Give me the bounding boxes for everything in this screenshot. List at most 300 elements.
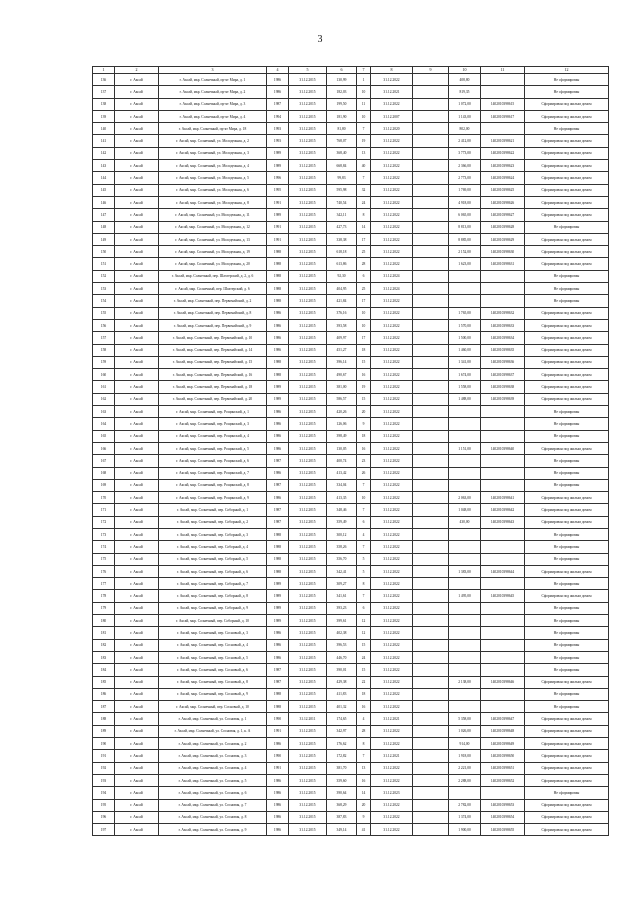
locality-cell: г. Аксай [115, 221, 159, 233]
table-row [93, 811, 609, 823]
date-cell: 31.12.2015 [289, 676, 327, 688]
land-area-cell [449, 651, 481, 663]
area-cell: 199,50 [327, 98, 357, 110]
count-cell: 13 [357, 147, 371, 159]
land-status-cell: Не сформирован [525, 578, 609, 590]
land-status-cell: Не сформирован [525, 123, 609, 135]
date-cell: 31.12.2015 [289, 160, 327, 172]
row-number-cell: 167 [93, 455, 115, 467]
area-cell: 92,30 [327, 270, 357, 282]
address-cell: г. Аксай, мкр. Солнечный, ул. Сосновая, д. 5 [159, 774, 267, 786]
table-row [93, 701, 609, 713]
row-number-cell: 176 [93, 565, 115, 577]
cadastral-number-cell: 1402010398640 [481, 442, 525, 454]
count-cell: 17 [357, 295, 371, 307]
header-cell: 4 [267, 67, 289, 74]
year-built-cell: 1988 [267, 270, 289, 282]
date-cell: 31.12.2015 [289, 147, 327, 159]
row-number-cell: 141 [93, 135, 115, 147]
cadastral-number-cell [481, 295, 525, 307]
area-cell: 176,62 [327, 738, 357, 750]
deadline-cell: 31.12.2020 [371, 123, 413, 135]
col-9-cell [413, 688, 449, 700]
land-area-cell [449, 639, 481, 651]
row-number-cell: 190 [93, 738, 115, 750]
cadastral-number-cell [481, 479, 525, 491]
land-status-cell: Сформирован под жилым домом [525, 799, 609, 811]
date-cell: 31.12.2015 [289, 750, 327, 762]
locality-cell: г. Аксай [115, 639, 159, 651]
deadline-cell: 31.12.2021 [371, 750, 413, 762]
housing-register-table [92, 66, 609, 836]
land-status-cell: Не сформирован [525, 639, 609, 651]
year-built-cell: 1986 [267, 799, 289, 811]
land-status-cell: Сформирован под жилым домом [525, 172, 609, 184]
col-9-cell [413, 221, 449, 233]
area-cell: 451,27 [327, 344, 357, 356]
table-row [93, 209, 609, 221]
locality-cell: г. Аксай [115, 307, 159, 319]
year-built-cell: 1986 [267, 627, 289, 639]
date-cell: 31.12.2015 [289, 233, 327, 245]
row-number-cell: 174 [93, 541, 115, 553]
land-status-cell: Не сформирован [525, 430, 609, 442]
table-row [93, 541, 609, 553]
table-row [93, 381, 609, 393]
land-status-cell: Не сформирован [525, 479, 609, 491]
cadastral-number-cell [481, 627, 525, 639]
locality-cell: г. Аксай [115, 774, 159, 786]
area-cell: 401,32 [327, 701, 357, 713]
cadastral-number-cell: 1402010398642 [481, 504, 525, 516]
land-status-cell: Сформирован под жилым домом [525, 246, 609, 258]
area-cell: 393,58 [327, 319, 357, 331]
deadline-cell: 31.12.2022 [371, 615, 413, 627]
land-area-cell: 1 048,00 [449, 504, 481, 516]
cadastral-number-cell: 1402010398631 [481, 258, 525, 270]
year-built-cell: 1986 [267, 774, 289, 786]
address-cell: г. Аксай, мкр. Солнечный, пер. Сосновый, д. 5 [159, 651, 267, 663]
date-cell: 31.12.2015 [289, 369, 327, 381]
deadline-cell: 31.12.2022 [371, 98, 413, 110]
land-status-cell: Сформирован под жилым домом [525, 135, 609, 147]
locality-cell: г. Аксай [115, 664, 159, 676]
table-row [93, 74, 609, 86]
land-area-cell: 408,80 [449, 74, 481, 86]
area-cell: 348,46 [327, 504, 357, 516]
table-row [93, 86, 609, 98]
deadline-cell: 31.12.2022 [371, 565, 413, 577]
deadline-cell: 31.12.2022 [371, 492, 413, 504]
year-built-cell: 1986 [267, 787, 289, 799]
address-cell: г. Аксай, мкр. Солнечный, пер. Первомайский, д. 14 [159, 344, 267, 356]
area-cell: 420,26 [327, 406, 357, 418]
col-9-cell [413, 172, 449, 184]
locality-cell: г. Аксай [115, 799, 159, 811]
row-number-cell: 179 [93, 602, 115, 614]
land-status-cell: Не сформирован [525, 86, 609, 98]
address-cell: г. Аксай, мкр. Солнечный, пер. Первомайский, д. 9 [159, 319, 267, 331]
land-status-cell: Не сформирован [525, 541, 609, 553]
header-cell: 1 [93, 67, 115, 74]
land-status-cell: Сформирован под жилым домом [525, 147, 609, 159]
row-number-cell: 192 [93, 762, 115, 774]
count-cell: 25 [357, 246, 371, 258]
address-cell: г. Аксай, мкр. Солнечный, пер. Соборный, д. 5 [159, 553, 267, 565]
cadastral-number-cell [481, 602, 525, 614]
area-cell: 413,35 [327, 492, 357, 504]
year-built-cell: 1991 [267, 762, 289, 774]
cadastral-number-cell [481, 406, 525, 418]
date-cell: 31.12.2015 [289, 615, 327, 627]
count-cell: 32 [357, 184, 371, 196]
row-number-cell: 160 [93, 369, 115, 381]
locality-cell: г. Аксай [115, 750, 159, 762]
land-status-cell: Сформирован под жилым домом [525, 209, 609, 221]
area-cell: 427,73 [327, 221, 357, 233]
year-built-cell: 1986 [267, 651, 289, 663]
col-9-cell [413, 602, 449, 614]
year-built-cell: 1988 [267, 688, 289, 700]
cadastral-number-cell: 1402010398648 [481, 725, 525, 737]
land-area-cell: 1 460,00 [449, 344, 481, 356]
col-9-cell [413, 160, 449, 172]
header-cell: 8 [371, 67, 413, 74]
locality-cell: г. Аксай [115, 147, 159, 159]
address-cell: г. Аксай, мкр. Солнечный, пер. Соборный, д. 7 [159, 578, 267, 590]
col-9-cell [413, 430, 449, 442]
date-cell: 31.12.2015 [289, 110, 327, 122]
area-cell: 376,16 [327, 307, 357, 319]
land-status-cell: Сформирован под жилым домом [525, 442, 609, 454]
land-area-cell: 1 143,00 [449, 110, 481, 122]
table-row [93, 725, 609, 737]
area-cell: 595,98 [327, 184, 357, 196]
land-status-cell: Сформирован под жилым домом [525, 369, 609, 381]
year-built-cell: 1990 [267, 713, 289, 725]
row-number-cell: 194 [93, 787, 115, 799]
locality-cell: г. Аксай [115, 725, 159, 737]
col-9-cell [413, 418, 449, 430]
row-number-cell: 185 [93, 676, 115, 688]
date-cell: 31.12.2015 [289, 565, 327, 577]
count-cell: 10 [357, 307, 371, 319]
area-cell: 393,23 [327, 602, 357, 614]
year-built-cell: 1986 [267, 319, 289, 331]
count-cell: 23 [357, 455, 371, 467]
area-cell: 768,07 [327, 135, 357, 147]
date-cell: 31.12.2015 [289, 787, 327, 799]
locality-cell: г. Аксай [115, 713, 159, 725]
locality-cell: г. Аксай [115, 762, 159, 774]
row-number-cell: 154 [93, 295, 115, 307]
count-cell: 16 [357, 701, 371, 713]
date-cell: 31.12.2015 [289, 258, 327, 270]
deadline-cell: 31.12.2022 [371, 799, 413, 811]
date-cell: 31.12.2015 [289, 504, 327, 516]
date-cell: 31.12.2015 [289, 639, 327, 651]
cadastral-number-cell [481, 270, 525, 282]
area-cell: 586,57 [327, 393, 357, 405]
row-number-cell: 146 [93, 196, 115, 208]
year-built-cell: 1988 [267, 528, 289, 540]
date-cell: 31.12.2015 [289, 319, 327, 331]
cadastral-number-cell [481, 664, 525, 676]
col-9-cell [413, 762, 449, 774]
land-area-cell [449, 688, 481, 700]
locality-cell: г. Аксай [115, 787, 159, 799]
cadastral-number-cell: 1402010398652 [481, 774, 525, 786]
locality-cell: г. Аксай [115, 553, 159, 565]
col-9-cell [413, 479, 449, 491]
cadastral-number-cell [481, 688, 525, 700]
date-cell: 31.12.2015 [289, 135, 327, 147]
address-cell: г. Аксай, мкр. Солнечный, пер. Соборный, д. 4 [159, 541, 267, 553]
locality-cell: г. Аксай [115, 688, 159, 700]
count-cell: 19 [357, 135, 371, 147]
row-number-cell: 191 [93, 750, 115, 762]
land-status-cell: Не сформирован [525, 528, 609, 540]
col-9-cell [413, 283, 449, 295]
address-cell: г. Аксай, мкр. Солнечный, ул. Сосновая, д. 1, к. А [159, 725, 267, 737]
date-cell: 31.12.2015 [289, 209, 327, 221]
count-cell: 22 [357, 676, 371, 688]
table-row [93, 184, 609, 196]
address-cell: г. Аксай, мкр. Солнечный, пер. Соборный, д. 3 [159, 528, 267, 540]
address-cell: г. Аксай, мкр. Солнечный, пер. Соборный, д. 6 [159, 565, 267, 577]
area-cell: 342,11 [327, 209, 357, 221]
address-cell: г. Аксай, мкр. Солнечный, ул. Сосновая, д. 8 [159, 811, 267, 823]
land-status-cell: Сформирован под жилым домом [525, 713, 609, 725]
col-9-cell [413, 381, 449, 393]
row-number-cell: 155 [93, 307, 115, 319]
year-built-cell: 1987 [267, 455, 289, 467]
table-row [93, 418, 609, 430]
col-9-cell [413, 774, 449, 786]
deadline-cell: 31.12.2023 [371, 787, 413, 799]
row-number-cell: 138 [93, 98, 115, 110]
row-number-cell: 136 [93, 74, 115, 86]
cadastral-number-cell [481, 418, 525, 430]
area-cell: 381,70 [327, 762, 357, 774]
year-built-cell: 1987 [267, 504, 289, 516]
count-cell: 7 [357, 590, 371, 602]
cadastral-number-cell: 1402010398645 [481, 590, 525, 602]
header-cell: 5 [289, 67, 327, 74]
header-cell: 11 [481, 67, 525, 74]
deadline-cell: 31.12.2022 [371, 233, 413, 245]
table-row [93, 270, 609, 282]
col-9-cell [413, 811, 449, 823]
col-9-cell [413, 184, 449, 196]
year-built-cell: 1989 [267, 147, 289, 159]
cadastral-number-cell: 1402010398644 [481, 565, 525, 577]
cadastral-number-cell: 1402010398639 [481, 393, 525, 405]
area-cell: 359,60 [327, 774, 357, 786]
cadastral-number-cell: 1402010398643 [481, 516, 525, 528]
cadastral-number-cell: 1402010398622 [481, 147, 525, 159]
table-row [93, 406, 609, 418]
table-row [93, 738, 609, 750]
locality-cell: г. Аксай [115, 344, 159, 356]
count-cell: 17 [357, 233, 371, 245]
row-number-cell: 183 [93, 651, 115, 663]
col-9-cell [413, 147, 449, 159]
col-9-cell [413, 553, 449, 565]
count-cell: 20 [357, 799, 371, 811]
address-cell: г. Аксай, мкр. Солнечный, ул. Сосновая, д. 7 [159, 799, 267, 811]
col-9-cell [413, 738, 449, 750]
table-row [93, 602, 609, 614]
area-cell: 396,14 [327, 356, 357, 368]
year-built-cell: 1990 [267, 750, 289, 762]
locality-cell: г. Аксай [115, 369, 159, 381]
table-row [93, 442, 609, 454]
count-cell: 16 [357, 369, 371, 381]
area-cell: 130,05 [327, 442, 357, 454]
land-status-cell: Не сформирован [525, 418, 609, 430]
table-row [93, 553, 609, 565]
count-cell: 11 [357, 98, 371, 110]
area-cell: 390,01 [327, 664, 357, 676]
date-cell: 31.12.2015 [289, 123, 327, 135]
address-cell: г. Аксай, мкр. Солнечный, пр-кт Мира, д. 18 [159, 123, 267, 135]
land-area-cell: 1 495,00 [449, 590, 481, 602]
deadline-cell: 31.12.2022 [371, 479, 413, 491]
deadline-cell: 31.12.2022 [371, 319, 413, 331]
land-status-cell: Не сформирован [525, 270, 609, 282]
col-9-cell [413, 86, 449, 98]
locality-cell: г. Аксай [115, 578, 159, 590]
year-built-cell: 1993 [267, 123, 289, 135]
count-cell: 26 [357, 467, 371, 479]
deadline-cell: 31.12.2022 [371, 258, 413, 270]
area-cell: 618,18 [327, 246, 357, 258]
row-number-cell: 193 [93, 774, 115, 786]
col-9-cell [413, 565, 449, 577]
col-9-cell [413, 344, 449, 356]
locality-cell: г. Аксай [115, 123, 159, 135]
col-9-cell [413, 123, 449, 135]
date-cell: 31.12.2015 [289, 541, 327, 553]
deadline-cell: 31.12.2022 [371, 74, 413, 86]
row-number-cell: 168 [93, 467, 115, 479]
header-cell: 3 [159, 67, 267, 74]
col-9-cell [413, 135, 449, 147]
table-row [93, 762, 609, 774]
header-cell: 6 [327, 67, 357, 74]
deadline-cell: 31.12.2022 [371, 184, 413, 196]
year-built-cell: 1986 [267, 824, 289, 836]
address-cell: г. Аксай, мкр. Солнечный, пер. Рощинский, д. 1 [159, 406, 267, 418]
count-cell: 14 [357, 221, 371, 233]
locality-cell: г. Аксай [115, 651, 159, 663]
locality-cell: г. Аксай [115, 270, 159, 282]
land-status-cell: Сформирован под жилым домом [525, 676, 609, 688]
table-row [93, 824, 609, 836]
locality-cell: г. Аксай [115, 824, 159, 836]
address-cell: г. Аксай, мкр. Солнечный, пер. Соборный, д. 8 [159, 590, 267, 602]
year-built-cell: 1988 [267, 283, 289, 295]
col-9-cell [413, 504, 449, 516]
cadastral-number-cell: 1402010398621 [481, 135, 525, 147]
deadline-cell: 31.12.2022 [371, 762, 413, 774]
count-cell: 18 [357, 688, 371, 700]
land-status-cell: Не сформирован [525, 602, 609, 614]
count-cell: 19 [357, 381, 371, 393]
land-status-cell: Не сформирован [525, 787, 609, 799]
area-cell: 490,67 [327, 369, 357, 381]
locality-cell: г. Аксай [115, 627, 159, 639]
col-9-cell [413, 541, 449, 553]
land-area-cell [449, 479, 481, 491]
table-row [93, 160, 609, 172]
row-number-cell: 186 [93, 688, 115, 700]
land-status-cell: Не сформирован [525, 283, 609, 295]
deadline-cell: 31.12.2022 [371, 160, 413, 172]
table-row [93, 393, 609, 405]
locality-cell: г. Аксай [115, 160, 159, 172]
year-built-cell: 1991 [267, 196, 289, 208]
land-status-cell: Сформирован под жилым домом [525, 750, 609, 762]
deadline-cell: 31.12.2022 [371, 442, 413, 454]
land-area-cell [449, 578, 481, 590]
table-row [93, 615, 609, 627]
area-cell: 300,12 [327, 528, 357, 540]
table-row [93, 196, 609, 208]
year-built-cell: 1988 [267, 553, 289, 565]
date-cell: 31.12.2015 [289, 74, 327, 86]
cadastral-number-cell: 1402010398653 [481, 799, 525, 811]
deadline-cell: 31.12.2022 [371, 467, 413, 479]
row-number-cell: 158 [93, 344, 115, 356]
locality-cell: г. Аксай [115, 356, 159, 368]
col-9-cell [413, 639, 449, 651]
col-9-cell [413, 664, 449, 676]
count-cell: 15 [357, 393, 371, 405]
date-cell: 31.12.2015 [289, 627, 327, 639]
cadastral-number-cell: 1402010398636 [481, 356, 525, 368]
table-row [93, 332, 609, 344]
deadline-cell: 31.12.2022 [371, 332, 413, 344]
address-cell: г. Аксай, мкр. Солнечный, ул. Молодежная, д. 20 [159, 258, 267, 270]
address-cell: г. Аксай, мкр. Солнечный, пер. Рощинский, д. 9 [159, 492, 267, 504]
area-cell: 368,40 [327, 147, 357, 159]
page-number: 3 [317, 34, 323, 45]
date-cell: 31.12.2015 [289, 492, 327, 504]
land-area-cell: 1 900,00 [449, 824, 481, 836]
count-cell: 8 [357, 209, 371, 221]
address-cell: г. Аксай, мкр. Солнечный, пер. Сосновый, д. 4 [159, 639, 267, 651]
table-row [93, 750, 609, 762]
table-row [93, 295, 609, 307]
table-row [93, 135, 609, 147]
col-9-cell [413, 787, 449, 799]
area-cell: 390,64 [327, 787, 357, 799]
locality-cell: г. Аксай [115, 246, 159, 258]
address-cell: г. Аксай, мкр. Солнечный, пер. Соборный, д. 9 [159, 602, 267, 614]
table-row [93, 307, 609, 319]
locality-cell: г. Аксай [115, 811, 159, 823]
deadline-cell: 31.12.2022 [371, 627, 413, 639]
count-cell: 15 [357, 639, 371, 651]
land-status-cell: Сформирован под жилым домом [525, 307, 609, 319]
date-cell: 31.12.2015 [289, 356, 327, 368]
row-number-cell: 161 [93, 381, 115, 393]
area-cell: 396,53 [327, 639, 357, 651]
deadline-cell: 31.12.2022 [371, 528, 413, 540]
count-cell: 10 [357, 86, 371, 98]
